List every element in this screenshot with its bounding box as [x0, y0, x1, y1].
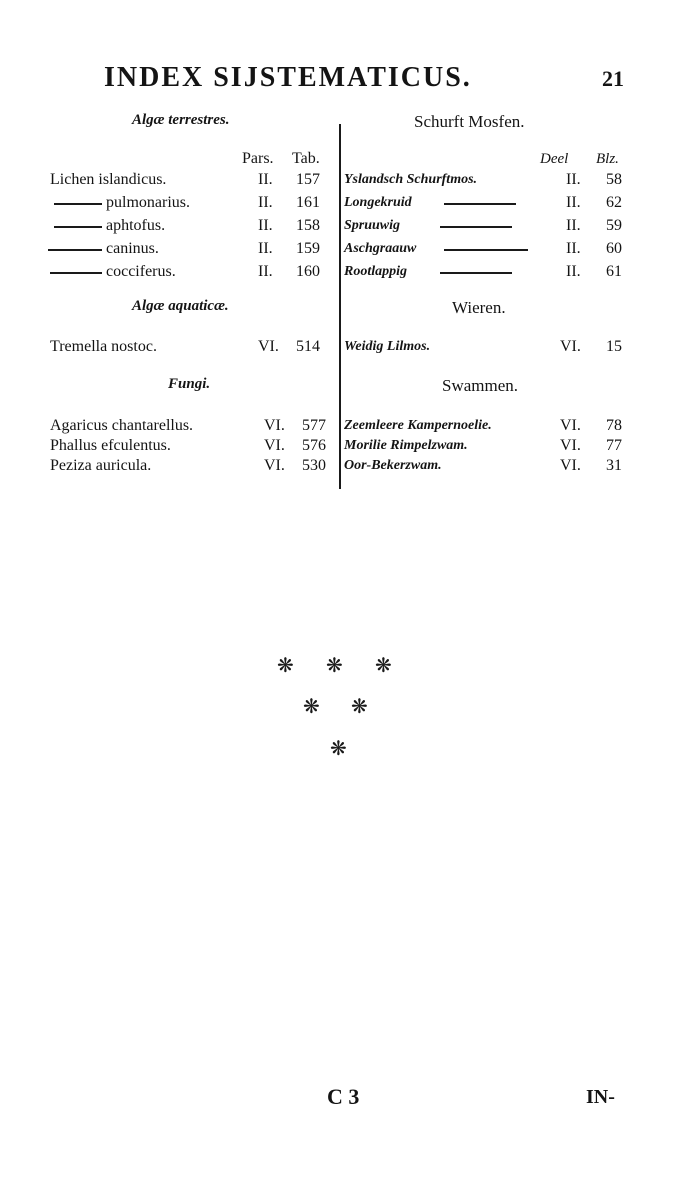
asterisk-ornament: ❋ — [375, 655, 392, 677]
tab-value: 158 — [296, 217, 320, 234]
column-header-blz: Blz. — [596, 151, 619, 167]
dutch-name: Longekruid — [344, 195, 412, 210]
blz-value: 61 — [606, 263, 622, 280]
latin-name: Peziza auricula. — [50, 457, 152, 474]
column-divider — [339, 124, 341, 489]
asterisk-ornament: ❋ — [351, 696, 368, 718]
blz-value: 59 — [606, 217, 622, 234]
section-heading-dutch: Wieren. — [452, 298, 506, 317]
dutch-name: Yslandsch Schurftmos. — [344, 172, 478, 187]
deel-value: VI. — [560, 338, 581, 355]
ditto-dash — [54, 203, 102, 205]
latin-name: Tremella nostoc. — [50, 338, 157, 355]
ditto-dash — [444, 203, 516, 205]
pars-value: II. — [258, 217, 273, 234]
blz-value: 62 — [606, 194, 622, 211]
latin-name: Phallus efculentus. — [50, 437, 171, 454]
tab-value: 161 — [296, 194, 320, 211]
asterisk-ornament: ❋ — [303, 696, 320, 718]
ditto-dash — [444, 249, 528, 251]
page-number: 21 — [602, 66, 624, 91]
deel-value: II. — [566, 263, 581, 280]
column-header-deel: Deel — [540, 151, 569, 167]
pars-value: VI. — [264, 437, 285, 454]
ditto-dash — [48, 249, 102, 251]
pars-value: VI. — [258, 338, 279, 355]
deel-value: VI. — [560, 457, 581, 474]
blz-value: 77 — [606, 437, 622, 454]
ditto-dash — [440, 226, 512, 228]
tab-value: 577 — [302, 417, 326, 434]
latin-name: aphtofus. — [106, 217, 166, 234]
section-heading-dutch: Schurft Mosfen. — [414, 112, 525, 131]
deel-value: VI. — [560, 417, 581, 434]
latin-name: Agaricus chantarellus. — [50, 417, 194, 434]
latin-name: Lichen islandicus. — [50, 171, 167, 188]
ditto-dash — [50, 272, 102, 274]
pars-value: II. — [258, 171, 273, 188]
tab-value: 576 — [302, 437, 326, 454]
dutch-name: Morilie Rimpelzwam. — [344, 438, 468, 453]
pars-value: II. — [258, 263, 273, 280]
tab-value: 157 — [296, 171, 320, 188]
asterisk-ornament: ❋ — [326, 655, 343, 677]
page-title: INDEX SIJSTEMATICUS. — [104, 62, 472, 93]
dutch-name: Aschgraauw — [344, 241, 417, 256]
tab-value: 159 — [296, 240, 320, 257]
section-heading-latin: Fungi. — [168, 376, 211, 392]
column-header-pars: Pars. — [242, 150, 274, 167]
catchword: IN- — [586, 1086, 615, 1108]
asterisk-ornament: ❋ — [277, 655, 294, 677]
tab-value: 530 — [302, 457, 326, 474]
latin-name: pulmonarius. — [106, 194, 190, 211]
dutch-name: Weidig Lilmos. — [344, 339, 431, 354]
pars-value: II. — [258, 240, 273, 257]
section-heading-latin: Algæ aquaticæ. — [132, 298, 229, 314]
column-header-tab: Tab. — [292, 150, 320, 167]
deel-value: II. — [566, 171, 581, 188]
pars-value: VI. — [264, 417, 285, 434]
deel-value: II. — [566, 194, 581, 211]
section-heading-latin: Algæ terrestres. — [132, 112, 230, 128]
pars-value: II. — [258, 194, 273, 211]
asterisk-ornament: ❋ — [330, 738, 347, 760]
latin-name: caninus. — [106, 240, 159, 257]
latin-name: cocciferus. — [106, 263, 176, 280]
pars-value: VI. — [264, 457, 285, 474]
deel-value: II. — [566, 217, 581, 234]
blz-value: 60 — [606, 240, 622, 257]
dutch-name: Oor-Bekerzwam. — [344, 458, 442, 473]
blz-value: 58 — [606, 171, 622, 188]
tab-value: 514 — [296, 338, 320, 355]
ditto-dash — [440, 272, 512, 274]
section-heading-dutch: Swammen. — [442, 376, 519, 395]
deel-value: VI. — [560, 437, 581, 454]
signature-mark: C 3 — [327, 1084, 360, 1109]
ditto-dash — [54, 226, 102, 228]
dutch-name: Spruuwig — [344, 218, 401, 233]
blz-value: 78 — [606, 417, 622, 434]
tab-value: 160 — [296, 263, 320, 280]
blz-value: 31 — [606, 457, 622, 474]
dutch-name: Rootlappig — [344, 264, 408, 279]
dutch-name: Zeemleere Kampernoelie. — [344, 418, 492, 433]
deel-value: II. — [566, 240, 581, 257]
blz-value: 15 — [606, 338, 622, 355]
